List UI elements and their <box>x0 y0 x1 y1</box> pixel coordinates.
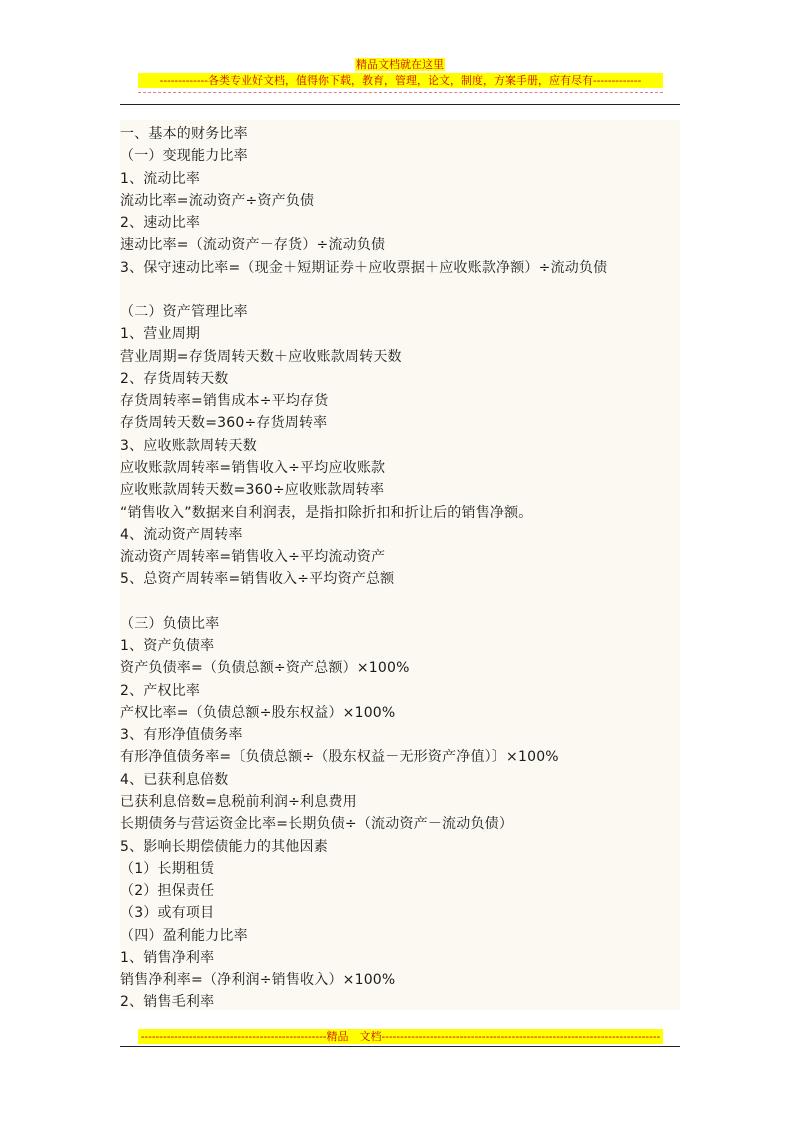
text-line: 存货周转天数=360÷存货周转率 <box>120 415 328 432</box>
text-line: 1、资产负债率 <box>120 638 215 655</box>
text-line: （1）长期租赁 <box>120 860 215 877</box>
blank-line <box>120 279 680 301</box>
text-line: （四）盈利能力比率 <box>120 927 248 944</box>
text-line: （2）担保责任 <box>120 883 215 900</box>
text-line: 5、总资产周转率=销售收入÷平均资产总额 <box>120 571 395 588</box>
text-line: 1、销售净利率 <box>120 949 215 966</box>
text-line: 5、影响长期偿债能力的其他因素 <box>120 838 328 855</box>
blank-line <box>120 591 680 613</box>
text-line: （三）负债比率 <box>120 615 220 632</box>
text-line: 4、已获利息倍数 <box>120 771 229 788</box>
text-line: （一）变现能力比率 <box>120 148 248 165</box>
text-line: 资产负债率=（负债总额÷资产总额）×100% <box>120 660 410 677</box>
header-title: 精品文档就在这里 <box>356 58 444 71</box>
text-line: 速动比率=（流动资产－存货）÷流动负债 <box>120 237 386 254</box>
text-line: （3）或有项目 <box>120 905 215 922</box>
header-slogan-banner: -------------各类专业好文档，值得你下载，教育，管理，论文，制度，方案手册，应有尽有------------- <box>138 73 663 88</box>
text-line: 已获利息倍数=息税前利润÷利息费用 <box>120 793 357 810</box>
text-line: 1、流动比率 <box>120 170 201 187</box>
text-line: “销售收入”数据来自利润表，是指扣除折扣和折让后的销售净额。 <box>120 504 533 521</box>
text-line: 营业周期=存货周转天数＋应收账款周转天数 <box>120 348 402 365</box>
footer-banner: --------------------------------------------------精品 文档--------------------------------------------------------------------------- <box>138 1029 663 1044</box>
text-line: 产权比率=（负债总额÷股东权益）×100% <box>120 704 396 721</box>
text-line: 流动比率=流动资产÷资产负债 <box>120 192 315 209</box>
text-line: 2、存货周转天数 <box>120 370 229 387</box>
text-line: 2、销售毛利率 <box>120 994 215 1011</box>
text-line: 有形净值债务率=〔负债总额÷（股东权益－无形资产净值）〕×100% <box>120 749 559 766</box>
document-body <box>120 120 680 1010</box>
text-line: （二）资产管理比率 <box>120 304 248 321</box>
text-line: 存货周转率=销售成本÷平均存货 <box>120 393 329 410</box>
text-line: 一、基本的财务比率 <box>120 126 248 142</box>
text-line: 长期债务与营运资金比率=长期负债÷（流动资产－流动负债） <box>120 816 514 833</box>
text-line: 1、营业周期 <box>120 326 201 343</box>
footer-rule <box>120 1046 680 1047</box>
header-rule <box>120 104 680 105</box>
text-line: 3、应收账款周转天数 <box>120 437 257 454</box>
text-line: 流动资产周转率=销售收入÷平均流动资产 <box>120 549 386 566</box>
header-dashed-divider <box>138 92 663 93</box>
text-line: 3、保守速动比率=（现金＋短期证券＋应收票据＋应收账款净额）÷流动负债 <box>120 259 608 276</box>
text-line: 4、流动资产周转率 <box>120 526 243 543</box>
text-line: 应收账款周转率=销售收入÷平均应收账款 <box>120 459 386 476</box>
document-lines <box>120 123 680 1014</box>
text-line: 销售净利率=（净利润÷销售收入）×100% <box>120 972 396 989</box>
text-line: 应收账款周转天数=360÷应收账款周转率 <box>120 482 385 499</box>
text-line: 2、产权比率 <box>120 682 201 699</box>
text-line: 2、速动比率 <box>120 215 201 232</box>
text-line: 3、有形净值债务率 <box>120 727 243 744</box>
